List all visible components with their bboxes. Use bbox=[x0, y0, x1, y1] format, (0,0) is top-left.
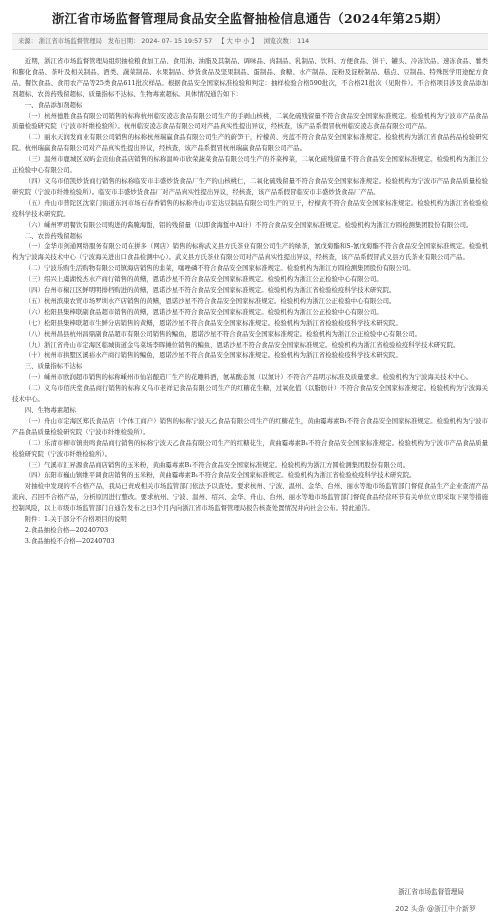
paragraph: 对抽检中发现的不合格产品，我局已责成相关市场监管部门依法予以查处。要求杭州、宁波、温州、金华、台州、丽水等地市场监管部门督促食品生产企业查清产品流向、召回不合格产品，分析原因进行整改。要求杭州、宁波、温州、绍兴、金华、舟山、台州、丽水等地市场监管部门督促食品经营环节有关单位立即采取下架等措施控制风险，以上市级市场监管部门自通告发布之日3个月内向浙江省市场监督管理局报告核查处置情况并向社会公布。特此通告。 bbox=[12, 482, 488, 513]
views-label: 浏览次数： bbox=[263, 38, 296, 45]
paragraph: （一）金华市剑通网络服务有限公司在拼多（网店）销售的标称武义县方氏茶业有限公司生产的绿茶，氰戊菊酯和S-氰戊菊酯不符合食品安全国家标准规定。检验机构为宁波海关技术中心（宁波海关进出口食品检测中心）。武义县方氏茶业有限公司对产品真实性提出异议，经核查，该产品系假冒武义县方氏茶业有限公司产品。 bbox=[12, 242, 488, 262]
paragraph: （二）丽水天润发商业有限公司销售的标称杭州瑞赢食品有限公司生产的蔚笋干，柠檬黄、亮蓝不符合食品安全国家标准规定。检验机构为浙江省食品药品检验研究院。杭州瑞赢食品有限公司对产品真实性提出异议，经核查，该产品系假冒杭州瑞赢食品有限公司产品。 bbox=[12, 133, 488, 153]
font-size-large[interactable]: 大 bbox=[226, 38, 233, 45]
font-size-medium[interactable]: 中 bbox=[234, 38, 242, 45]
page-title: 浙江省市场监督管理局食品安全监督抽检信息通告（2024年第25期） bbox=[51, 11, 449, 26]
paragraph: （四）台州市椒江区鲜明明排档购进的黄鳝，恩诺沙星不符合食品安全国家标准规定。检验机构为浙江省检验检疫科学技术研究院。 bbox=[24, 286, 396, 295]
paragraph: （一）嵊州市欧润超市销售的标称嵊州市仙岩酿造厂生产的花雕料酒，氨基酸态氮（以氮计）不符合产品明示标准及质量要求。检验机构为宁波海关技术中心。 bbox=[24, 373, 473, 382]
paragraph: （十）杭州市拱墅区溪裕水产商行销售的鳊鱼，恩诺沙星不符合食品安全国家标准规定。检验机构为浙江省检验检疫科学技术研究院。 bbox=[24, 351, 402, 360]
paragraph: （六）松阳县集棒联副食品超市销售的黄鳝，恩诺沙星不符合食品安全国家标准规定。检验机构为浙江公正检验中心有限公司。 bbox=[24, 307, 383, 316]
section-heading: 三、质量指标不达标 bbox=[24, 362, 83, 371]
font-size-small[interactable]: 小 bbox=[243, 38, 250, 45]
paragraph: （三）绍兴上虞湖悦杰水产商行销售的黄鳝，恩诺沙星不符合食品安全国家标准规定。检验机构为浙江公正检验中心有限公司。 bbox=[24, 275, 383, 284]
attachment-link[interactable]: 2.食品抽检合格—20240703 bbox=[24, 525, 109, 534]
paragraph: （五）舟山市普陀区沈家门街道东河市场石春香销售的标称舟山市宏达豆制品有限公司生产的豆干，柠檬黄不符合食品安全国家标准规定。检验机构为浙江省检验检疫科学技术研究院。 bbox=[12, 198, 488, 218]
attachment-link[interactable]: 3.食品抽检不合格—20240703 bbox=[24, 536, 115, 545]
article-body bbox=[12, 56, 488, 547]
paragraph: （一）杭州德胜食品有限公司销售的标称杭州临安凌志食品有限公司生产的手剥山核桃，二氧化硫残留量不符合食品安全国家标准规定。检验机构为宁波市产品食品质量检验研究院（宁波市纤维检验所）。杭州临安凌志食品有限公司对产品真实性提出异议，经核查，该产品系假冒杭州临安凌志食品有限公司产品。 bbox=[12, 111, 488, 131]
source-value[interactable]: 浙江省市场监督管理局 bbox=[38, 38, 102, 45]
source-label: 来源： bbox=[18, 38, 37, 45]
paragraph: （三）气溪市汇昇源食品商店销售的玉米粉，黄曲霉毒素B₁不符合食品安全国家标准规定。检验机构为浙江方圆检测集团股份有限公司。 bbox=[24, 460, 410, 469]
section-heading: 一、食品添加剂超标 bbox=[24, 100, 83, 109]
attachment-link[interactable]: 附件：1.关于部分不合格项目的说明 bbox=[24, 515, 127, 524]
paragraph: （八）杭州昌县杭州昌鼎副食品超市有限公司销售的鳊鱼，恩诺沙星不符合食品安全国家标准规定。检验机构为浙江公正检验中心有限公司。 bbox=[24, 329, 422, 338]
section-heading: 四、生物毒素超标 bbox=[24, 406, 76, 414]
paragraph: （二）乐清市柳市镇贵鸣食品商行销售的标称宁波天乙食品有限公司生产的红糖花生，黄曲霉毒素B₁不符合食品安全国家标准规定。检验机构为宁波市产品食品质量检验研究院（宁波市纤维检验所）。 bbox=[12, 438, 488, 458]
paragraph: （二）义乌市佰庆堂食品商行销售的标称义乌市老祥记食品有限公司生产的红糖花生糖，过氧化值（以脂肪计）不符合食品安全国家标准规定。检验机构为宁波海关技术中心。 bbox=[12, 384, 488, 404]
paragraph: （四）义乌市佰凯炒货商行销售的标称临安市丰盛炒货食品厂生产的山核桃仁，二氧化硫残留量不符合食品安全国家标准规定。检验机构为宁波市产品食品质量检验研究院（宁波市纤维检验所）。临安市丰盛炒货食品厂对产品真实性提出异议，经核查，该产品系假冒临安市丰盛炒货食品厂产品。 bbox=[12, 176, 488, 196]
paragraph: （三）温州市鹿城区双屿金贡仙食品店销售的标称温岭市欣荣蔬菜食品有限公司生产的芥菜榨菜，二氧化硫残留量不符合食品安全国家标准规定。检验机构为浙江公正检验中心有限公司。 bbox=[12, 155, 488, 175]
paragraph: （二）宁波乐购生活购物有限公司镇海店销售的韭菜，噻唑磷不符合食品安全国家标准规定。检验机构为浙江方圆检测集团股份有限公司。 bbox=[24, 264, 415, 273]
signature: 浙江省市场监督管理局 bbox=[398, 888, 464, 896]
publish-value: 2024- 07- 15 19:57 57 bbox=[141, 38, 213, 45]
section-heading: 二、农兽药残留超标 bbox=[24, 231, 83, 240]
article-meta bbox=[12, 33, 488, 50]
paragraph: 近期，浙江省市场监督管理局组织抽检粮食加工品、食用油、油脂及其制品、调味品、肉制品、乳制品、饮料、方便食品、饼干、罐头、冷冻饮品、速冻食品、薯类和膨化食品、茶叶及相关制品、酒类、蔬菜制品、水果制品、炒货食品及坚果制品、蛋制品、食糖、水产制品、淀粉及淀粉制品、糕点、豆制品、特殊医学用途配方食品、餐饮食品、食用农产品等25类食品611批次样品。根据食品安全国家标准检验和判定：抽样检验合格590批次，不合格21批次（见附件）。不合格项目涉及食品添加剂超标、农兽药残留超标、质量指标不达标、生物毒素超标。具体情况通告如下： bbox=[12, 57, 488, 98]
publish-label: 发布日期： bbox=[107, 38, 140, 45]
paragraph: （四）东阳市巍山镇维平调食店销售的玉米粉，黄曲霉毒素B₁不符合食品安全国家标准规定。检验机构为浙江省检验检疫科学技术研究院。 bbox=[24, 471, 416, 480]
paragraph: （九）浙江省舟山市定海区临城街道金鸟菜场李晖摊位销售的鳊鱼，恩诺沙星不符合食品安全国家标准规定。检验机构为浙江省检验检疫科学技术研究院。 bbox=[24, 340, 460, 349]
font-size-open: 【 bbox=[218, 38, 225, 45]
font-size-close: 】 bbox=[251, 38, 258, 45]
paragraph: （一）舟山市定海区郑氏食品店（个体工商户）销售的标称宁波天乙食品有限公司生产的红糖花生，黄曲霉毒素B₁不符合食品安全国家标准规定。检验机构为宁波市产品食品质量检验研究院（宁波市纤维检验所）。 bbox=[12, 416, 488, 436]
views-value: 114 bbox=[297, 38, 310, 45]
paragraph: （七）松阳县集棒联超市生鲜分店销售的黄鳝，恩诺沙星不符合食品安全国家标准规定。检验机构为浙江省检验检疫科学技术研究院。 bbox=[24, 318, 402, 327]
paragraph: （五）杭州滨康农贸市场罗圳水产店销售的黄鳝，恩诺沙星不符合食品安全国家标准规定。检验机构为浙江公正检验中心有限公司。 bbox=[24, 296, 396, 305]
paragraph: （六）嵊州罗玥餐饮有限公司购进的酱腌海蜇，铝的残留量（以即食海蜇中Al计）不符合食品安全国家标准规定。检验机构为浙江方圆检测集团股份有限公司。 bbox=[24, 220, 473, 229]
watermark: 202 头条 @浙江中介新罗 bbox=[395, 905, 476, 913]
